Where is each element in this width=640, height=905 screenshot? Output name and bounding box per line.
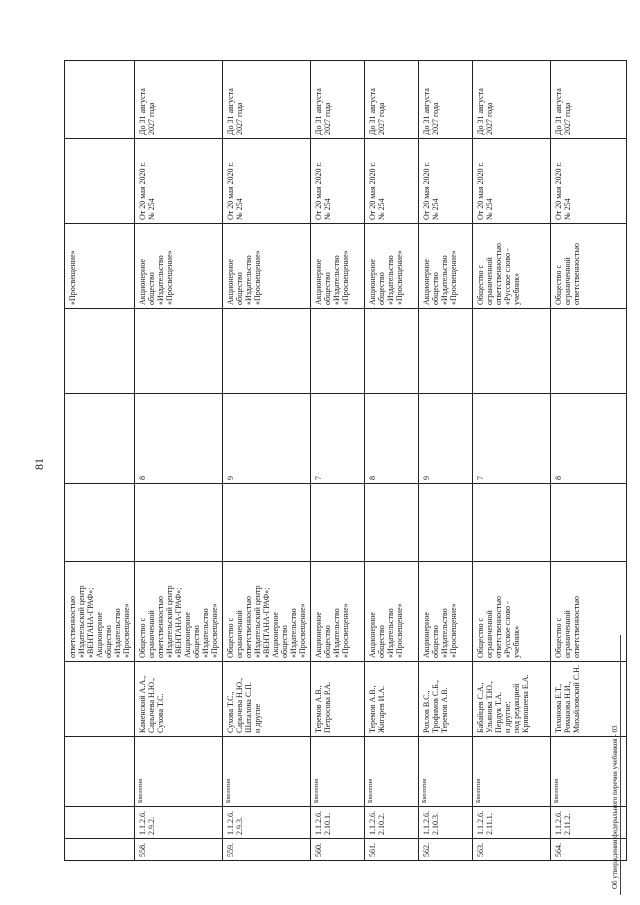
empty-cell: [223, 484, 311, 562]
grade-cell: [551, 394, 627, 484]
extra-cell: [65, 309, 135, 394]
cell-text: Сухова Т.С., Сарычева Н.Ю., Шаталова С.П. и другие: [226, 677, 262, 733]
grade-cell: [419, 394, 473, 484]
order-cell: [311, 139, 365, 224]
publisher-cell: [551, 562, 627, 662]
grade-cell: [223, 394, 311, 484]
cell-text: Акционерное общество «Издательство «Просвещение»: [368, 250, 404, 305]
order-cell: [135, 139, 223, 224]
authors-cell: [419, 662, 473, 737]
row-number-cell: [223, 839, 311, 861]
publisher-cell: [135, 562, 223, 662]
cell-text: «Просвещение»: [68, 250, 77, 305]
page-number: 81: [32, 458, 46, 470]
authors-cell: [223, 662, 311, 737]
code-cell: [135, 807, 223, 839]
cell-text: Биология: [314, 778, 320, 803]
cell-text: Биология: [476, 778, 482, 803]
order-cell: [65, 139, 135, 224]
cell-text: Общество с ограниченной ответственностью: [554, 595, 581, 658]
publisher-cell: [419, 562, 473, 662]
cell-text: От 20 мая 2020 г. № 254: [226, 162, 244, 220]
publisher-cell: [223, 562, 311, 662]
cell-text: 7: [314, 476, 323, 480]
cell-text: 1.1.2.6. 2.10.2.: [368, 811, 386, 835]
table-row: [223, 61, 311, 861]
table-row: [311, 61, 365, 861]
authors-cell: [135, 662, 223, 737]
cell-text: Общество с ограниченной ответственностью «Издательский центр «ВЕНТАНА-ГРАФ»; Акционерное общество «Издательство «Просвещение»: [226, 585, 307, 658]
cell-text: Биология: [138, 778, 144, 803]
cell-text: От 20 мая 2020 г. № 254: [476, 162, 494, 220]
cell-text: 1.1.2.6. 2.11.2.: [554, 811, 572, 835]
cell-text: 1.1.2.6. 2.11.1.: [476, 811, 494, 835]
cell-text: 558.: [138, 843, 147, 857]
table-row: [135, 61, 223, 861]
cell-text: Общество с ограниченной ответственностью «Русское слово - учебник»: [476, 595, 521, 658]
cell-text: Тихонова Е.Т., Романова Н.И., Михайловский С.Н.: [554, 665, 581, 733]
deadline-cell: [473, 61, 551, 139]
table-row: [419, 61, 473, 861]
table-row: [473, 61, 551, 861]
cell-text: 562.: [422, 843, 431, 857]
row-number-cell: [365, 839, 419, 861]
publisher-cell: [65, 562, 135, 662]
empty-cell: [419, 484, 473, 562]
subject-cell: [223, 737, 311, 807]
deadline-cell: [365, 61, 419, 139]
publisher-cell: [365, 562, 419, 662]
cell-text: Каменский А.А., Сарычева Н.Ю., Сухова Т.С.: [138, 675, 165, 733]
cell-text: Теремов А.В., Петросова Р.А.: [314, 681, 332, 733]
grade-cell: [311, 394, 365, 484]
extra-cell: [135, 309, 223, 394]
order-cell: [365, 139, 419, 224]
publisher-cell-2: [473, 224, 551, 309]
code-cell: [311, 807, 365, 839]
cell-text: 9: [422, 476, 431, 480]
subject-cell: [311, 737, 365, 807]
cell-text: До 31 августа 2027 года: [226, 88, 244, 135]
subject-cell: [419, 737, 473, 807]
code-cell: [419, 807, 473, 839]
cell-text: Акционерное общество «Издательство «Просвещение»: [314, 603, 350, 658]
extra-cell: [365, 309, 419, 394]
cell-text: До 31 августа 2027 года: [138, 88, 156, 135]
cell-text: 564.: [554, 843, 563, 857]
table-row: [65, 61, 135, 861]
extra-cell: [473, 309, 551, 394]
cell-text: 8: [368, 476, 377, 480]
cell-text: Биология: [554, 778, 560, 803]
cell-text: До 31 августа 2027 года: [554, 88, 572, 135]
footer-text: Об утверждении федерального перечня учебников - 03: [611, 725, 619, 889]
cell-text: ответственностью «Издательский центр «ВЕНТАНА-ГРАФ»; Акционерное общество «Издательство «Просвещение»: [68, 585, 131, 658]
cell-text: Общество с ограниченной ответственностью: [554, 242, 581, 305]
cell-text: Биология: [226, 778, 232, 803]
extra-cell: [419, 309, 473, 394]
row-number-cell: [311, 839, 365, 861]
deadline-cell: [135, 61, 223, 139]
cell-text: 1.1.2.6. 2.10.1.: [314, 811, 332, 835]
code-cell: [223, 807, 311, 839]
cell-text: Акционерное общество «Издательство «Просвещение»: [422, 603, 458, 658]
cell-text: 563.: [476, 843, 485, 857]
extra-cell: [223, 309, 311, 394]
subject-cell: [365, 737, 419, 807]
empty-cell: [551, 484, 627, 562]
deadline-cell: [311, 61, 365, 139]
deadline-cell: [551, 61, 627, 139]
row-number-cell: [65, 839, 135, 861]
order-cell: [419, 139, 473, 224]
cell-text: Общество с ограниченной ответственностью «Русское слово - учебник»: [476, 242, 521, 305]
publisher-cell-2: [65, 224, 135, 309]
authors-cell: [65, 662, 135, 737]
publisher-cell-2: [311, 224, 365, 309]
order-cell: [551, 139, 627, 224]
subject-cell: [135, 737, 223, 807]
extra-cell: [551, 309, 627, 394]
cell-text: От 20 мая 2020 г. № 254: [138, 162, 156, 220]
code-cell: [65, 807, 135, 839]
row-number-cell: [135, 839, 223, 861]
extra-cell: [311, 309, 365, 394]
code-cell: [365, 807, 419, 839]
publisher-cell-2: [419, 224, 473, 309]
grade-cell: [65, 394, 135, 484]
empty-cell: [473, 484, 551, 562]
deadline-cell: [223, 61, 311, 139]
authors-cell: [473, 662, 551, 737]
publisher-cell-2: [135, 224, 223, 309]
deadline-cell: [419, 61, 473, 139]
cell-text: До 31 августа 2027 года: [368, 88, 386, 135]
table-body: [65, 61, 627, 861]
publisher-cell: [473, 562, 551, 662]
subject-cell: [65, 737, 135, 807]
cell-text: Акционерное общество «Издательство «Просвещение»: [422, 250, 458, 305]
deadline-cell: [65, 61, 135, 139]
cell-text: Общество с ограниченной ответственностью «Издательский центр «ВЕНТАНА-ГРАФ»; Акционерное общество «Издательство «Просвещение»: [138, 585, 219, 658]
row-number-cell: [473, 839, 551, 861]
cell-text: От 20 мая 2020 г. № 254: [314, 162, 332, 220]
cell-text: 9: [226, 476, 235, 480]
cell-text: 1.1.2.6. 2.10.3.: [422, 811, 440, 835]
empty-cell: [365, 484, 419, 562]
cell-text: Биология: [368, 778, 374, 803]
authors-cell: [365, 662, 419, 737]
publisher-cell: [311, 562, 365, 662]
footer-rule: [620, 635, 621, 895]
subject-cell: [473, 737, 551, 807]
textbook-table: [64, 60, 627, 861]
cell-text: Бабайцев С.А., Ульянова Т.Ю., Пердук Т.А. и другие; под редакцией Кривошеева Е.А.: [476, 674, 530, 733]
cell-text: Акционерное общество «Издательство «Просвещение»: [314, 250, 350, 305]
publisher-cell-2: [365, 224, 419, 309]
cell-text: 8: [554, 476, 563, 480]
cell-text: От 20 мая 2020 г. № 254: [554, 162, 572, 220]
cell-text: 559.: [226, 843, 235, 857]
cell-text: 7: [476, 476, 485, 480]
order-cell: [473, 139, 551, 224]
grade-cell: [473, 394, 551, 484]
empty-cell: [135, 484, 223, 562]
cell-text: 1.1.2.6. 2.9.2.: [138, 811, 156, 835]
cell-text: Акционерное общество «Издательство «Просвещение»: [368, 603, 404, 658]
cell-text: До 31 августа 2027 года: [422, 88, 440, 135]
cell-text: До 31 августа 2027 года: [314, 88, 332, 135]
cell-text: От 20 мая 2020 г. № 254: [422, 162, 440, 220]
cell-text: Теремов А.В., Жигарев И.А.: [368, 685, 386, 733]
cell-text: 1.1.2.6. 2.9.3.: [226, 811, 244, 835]
publisher-cell-2: [551, 224, 627, 309]
cell-text: Акционерное общество «Издательство «Просвещение»: [138, 250, 174, 305]
grade-cell: [365, 394, 419, 484]
cell-text: Биология: [422, 778, 428, 803]
cell-text: Рохлов В.С., Трофимов С.Б., Теремов А.В.: [422, 680, 449, 733]
order-cell: [223, 139, 311, 224]
table-row: [365, 61, 419, 861]
cell-text: От 20 мая 2020 г. № 254: [368, 162, 386, 220]
cell-text: Акционерное общество «Издательство «Просвещение»: [226, 250, 262, 305]
empty-cell: [65, 484, 135, 562]
empty-cell: [311, 484, 365, 562]
cell-text: До 31 августа 2027 года: [476, 88, 494, 135]
cell-text: 560.: [314, 843, 323, 857]
grade-cell: [135, 394, 223, 484]
cell-text: 8: [138, 476, 147, 480]
authors-cell: [311, 662, 365, 737]
publisher-cell-2: [223, 224, 311, 309]
cell-text: 561.: [368, 843, 377, 857]
code-cell: [473, 807, 551, 839]
row-number-cell: [419, 839, 473, 861]
